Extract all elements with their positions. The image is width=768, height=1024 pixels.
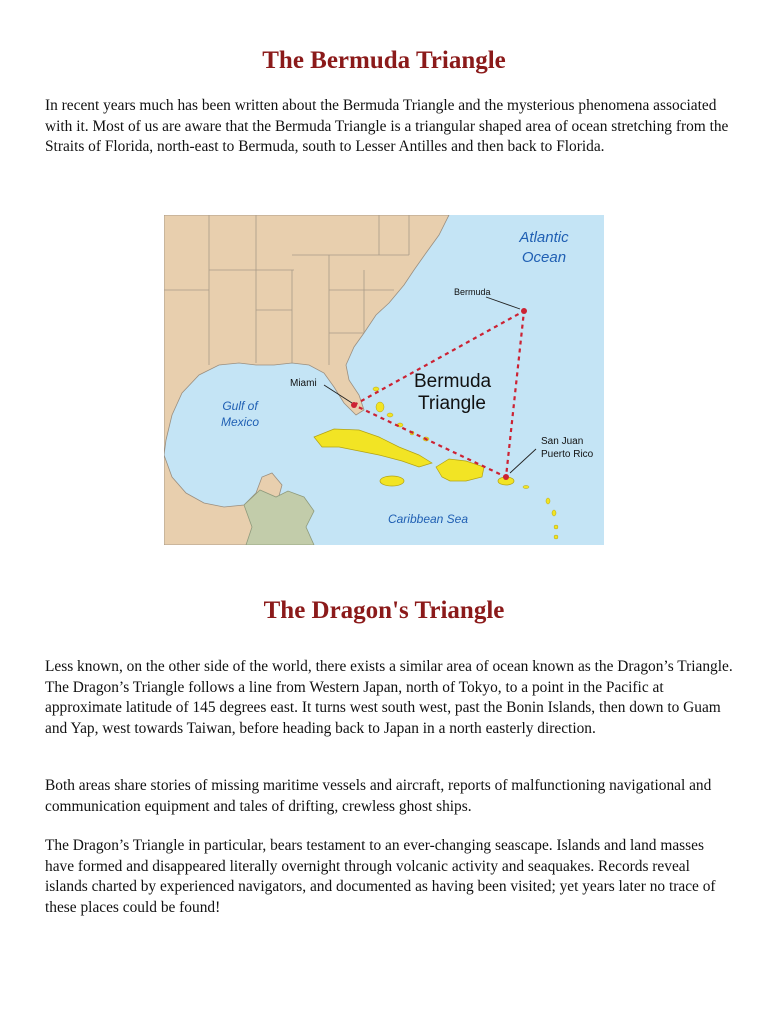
- bermuda-marker: [521, 308, 527, 314]
- atlantic-label-line1: Atlantic: [519, 229, 569, 246]
- gulf-label-line2: Mexico: [220, 415, 260, 429]
- map-svg: [164, 215, 604, 545]
- caribbean-label: Caribbean Sea: [387, 512, 469, 526]
- san-juan-label-line2: Puerto Rico: [541, 449, 594, 460]
- miami-label: Miami: [290, 378, 317, 389]
- atlantic-label-line2: Ocean: [521, 249, 567, 266]
- heading-1-text: The Bermuda Triangle: [262, 47, 506, 74]
- san-juan-label-line1: San Juan: [541, 436, 584, 447]
- heading-dragons-triangle: [0, 597, 768, 625]
- ever-changing-seascape-paragraph: The Dragon’s Triangle in particular, bears testament to an ever-changing seascape. Islands and land masses have formed and disappeared literally overnight through volcanic activity and seaquakes. Records reveal islands charted by experienced navigators, and documented as having been visited; yet years later no trace of these places could be found!: [45, 837, 716, 916]
- dragons-triangle-paragraph: Less known, on the other side of the world, there exists a similar area of ocean known as the Dragon’s Triangle. The Dragon’s Triangle follows a line from Western Japan, north of Tokyo, to a point in the Pacific at approximate latitude of 145 degrees east. It turns west south west, past the Bonin Islands, then down to Guam and Yap, west towards Taiwan, before heading back to Japan in a north easterly direction.: [45, 658, 733, 737]
- gulf-label-line1: Gulf of: [222, 399, 258, 413]
- bermuda-triangle-map: [164, 215, 604, 545]
- heading-2-text: The Dragon's Triangle: [263, 597, 505, 624]
- shared-stories-paragraph: Both areas share stories of missing maritime vessels and aircraft, reports of malfunctioning navigational and communication equipment and tales of drifting, crewless ghost ships.: [45, 777, 712, 815]
- heading-bermuda-triangle: [0, 47, 768, 75]
- jamaica: [380, 476, 404, 486]
- triangle-label-line2: Triangle: [418, 393, 486, 414]
- central-america: [244, 490, 314, 545]
- triangle-label-line1: Bermuda: [414, 371, 492, 392]
- bermuda-label: Bermuda: [454, 287, 491, 297]
- intro-paragraph: In recent years much has been written about the Bermuda Triangle and the mysterious phenomena associated with it. Most of us are aware that the Bermuda Triangle is a triangular shaped area of ocean stretching from the Straits of Florida, north-east to Bermuda, south to Lesser Antilles and then back to Florida.: [45, 97, 729, 155]
- san-juan-marker: [503, 474, 509, 480]
